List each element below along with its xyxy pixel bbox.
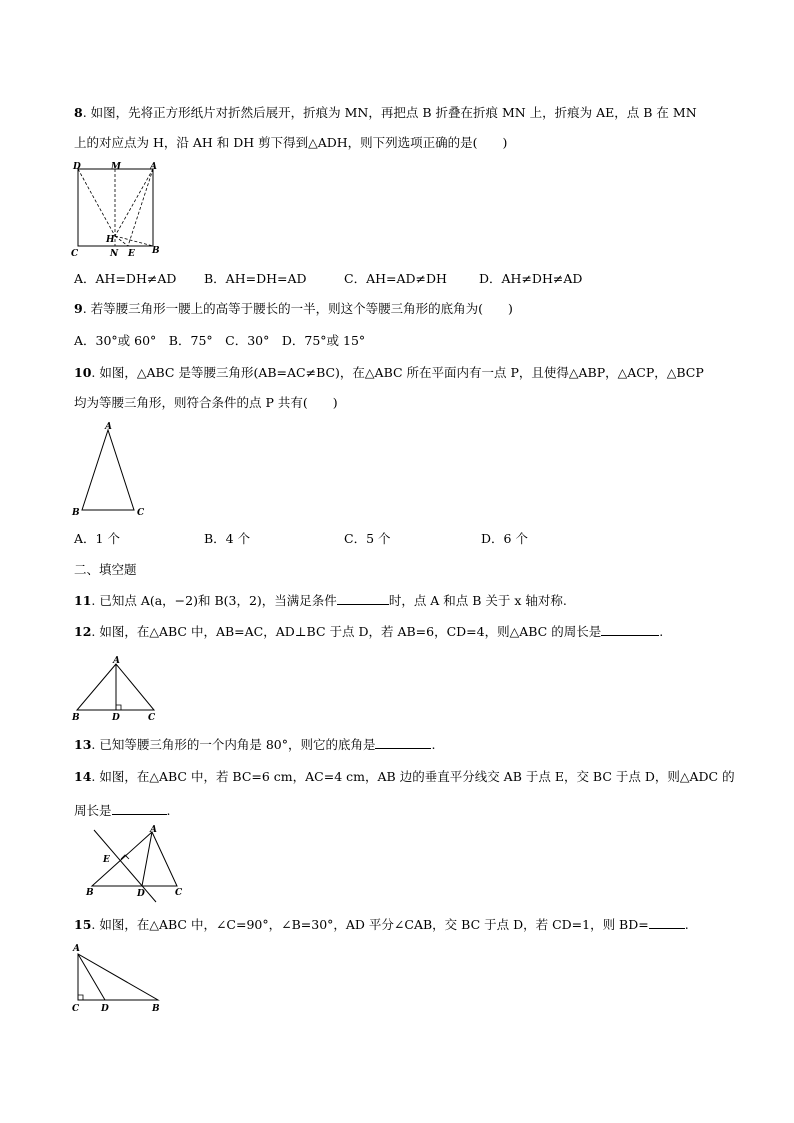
q10-text-line2: 均为等腰三角形，则符合条件的点 P 共有( ) xyxy=(74,395,338,410)
q10-line1 xyxy=(74,364,704,382)
q14-line2 xyxy=(74,802,171,820)
q14-text-b: . xyxy=(166,803,171,818)
label-c: C xyxy=(72,1004,80,1014)
q15-text-b: . xyxy=(684,917,689,932)
q14-triangle-figure xyxy=(82,824,192,904)
q14-text-a: 周长是 xyxy=(74,803,112,818)
q12-line xyxy=(74,623,663,641)
perpendicular-bisector xyxy=(94,830,156,902)
q13-answer-blank[interactable] xyxy=(375,736,431,749)
q10-triangle-figure xyxy=(70,420,160,520)
label-e: E xyxy=(128,249,135,259)
label-n: N xyxy=(110,249,119,259)
q11-text-a: . 已知点 A(a，−2)和 B(3，2)，当满足条件 xyxy=(91,593,337,608)
q14-number: 14 xyxy=(74,769,92,784)
q12-answer-blank[interactable] xyxy=(601,623,659,636)
label-a: A xyxy=(113,656,120,666)
q10-option-c: C．5 个 xyxy=(344,531,391,546)
right-angle-mark xyxy=(116,705,121,710)
q15-number: 15 xyxy=(74,917,92,932)
label-h: H xyxy=(106,235,115,245)
q8-square-figure xyxy=(70,160,170,260)
q10-text-line1: . 如图，△ABC 是等腰三角形(AB=AC≠BC)，在△ABC 所在平面内有一点 P，且使得△ABP，△ACP，△BCP xyxy=(91,365,704,380)
label-b: B xyxy=(152,246,160,256)
q13-number: 13 xyxy=(74,737,92,752)
q13-text-b: . xyxy=(431,737,436,752)
q15-line xyxy=(74,916,689,934)
q12-number: 12 xyxy=(74,624,92,639)
label-d: D xyxy=(101,1004,109,1014)
q10-options xyxy=(74,530,724,548)
label-b: B xyxy=(152,1004,160,1014)
q11-line xyxy=(74,592,567,610)
label-d: D xyxy=(137,889,145,899)
triangle-abc xyxy=(82,430,134,510)
label-e: E xyxy=(103,855,110,865)
label-a: A xyxy=(150,162,157,172)
line-ae xyxy=(128,169,153,246)
label-d: D xyxy=(112,713,120,723)
label-c: C xyxy=(137,508,145,518)
label-b: B xyxy=(72,713,80,723)
label-m: M xyxy=(111,162,121,172)
q9-number: 9 xyxy=(74,301,83,316)
q11-number: 11 xyxy=(74,593,92,608)
q15-triangle-figure xyxy=(70,940,170,1020)
q10-option-d: D．6 个 xyxy=(481,531,528,546)
line-ah xyxy=(115,169,153,236)
label-c: C xyxy=(71,249,79,259)
triangle-abc xyxy=(78,954,158,1000)
q8-text-line1: . 如图，先将正方形纸片对折然后展开，折痕为 MN，再把点 B 折叠在折痕 MN 上，折痕为 AE，点 B 在 MN xyxy=(82,105,697,120)
right-angle-mark xyxy=(78,995,83,1000)
q8-text-line2: 上的对应点为 H，沿 AH 和 DH 剪下得到△ADH，则下列选项正确的是( ) xyxy=(74,135,508,150)
label-b: B xyxy=(86,888,94,898)
q8-option-b: B．AH=DH=AD xyxy=(204,271,307,286)
q15-answer-blank[interactable] xyxy=(649,916,685,929)
q8-option-c: C．AH=AD≠DH xyxy=(344,271,447,286)
label-c: C xyxy=(175,888,183,898)
q9-line xyxy=(74,300,513,318)
q10-number: 10 xyxy=(74,365,92,380)
label-b: B xyxy=(72,508,80,518)
q13-text-a: . 已知等腰三角形的一个内角是 80°，则它的底角是 xyxy=(91,737,376,752)
section-heading-fill-in: 二、填空题 xyxy=(74,562,137,577)
q8-option-a: A．AH=DH≠AD xyxy=(74,271,177,286)
label-a: A xyxy=(73,944,80,954)
q12-text-b: . xyxy=(659,624,664,639)
q8-line1 xyxy=(74,104,697,122)
line-dh xyxy=(78,169,115,236)
q12-text-a: . 如图，在△ABC 中，AB=AC，AD⊥BC 于点 D，若 AB=6，CD=4，则△ABC 的周长是 xyxy=(91,624,602,639)
q8-option-d: D．AH≠DH≠AD xyxy=(479,271,583,286)
q14-text-line1: . 如图，在△ABC 中，若 BC=6 cm，AC=4 cm，AB 边的垂直平分线交 AB 于点 E，交 BC 于点 D，则△ADC 的 xyxy=(91,769,735,784)
q10-option-a: A．1 个 xyxy=(74,531,120,546)
q11-answer-blank[interactable] xyxy=(337,592,389,605)
label-a: A xyxy=(105,422,112,432)
q15-text-a: . 如图，在△ABC 中，∠C=90°，∠B=30°，AD 平分∠CAB，交 BC 于点 D，若 CD=1，则 BD= xyxy=(91,917,649,932)
q9-options: A．30°或 60° B．75° C．30° D．75°或 15° xyxy=(74,333,366,348)
q14-line1 xyxy=(74,768,735,786)
q9-text: . 若等腰三角形一腰上的高等于腰长的一半，则这个等腰三角形的底角为( ) xyxy=(82,301,513,316)
q14-answer-blank[interactable] xyxy=(112,802,167,815)
label-c: C xyxy=(148,713,156,723)
line-hb xyxy=(115,236,153,246)
q8-number: 8 xyxy=(74,105,83,120)
bisector-ad xyxy=(78,954,105,1000)
label-d: D xyxy=(73,162,81,172)
q13-line xyxy=(74,736,435,754)
q8-options xyxy=(74,270,724,288)
q11-text-b: 时，点 A 和点 B 关于 x 轴对称. xyxy=(388,593,567,608)
q10-option-b: B．4 个 xyxy=(204,531,251,546)
label-a: A xyxy=(150,825,157,835)
q12-triangle-figure xyxy=(70,652,170,727)
